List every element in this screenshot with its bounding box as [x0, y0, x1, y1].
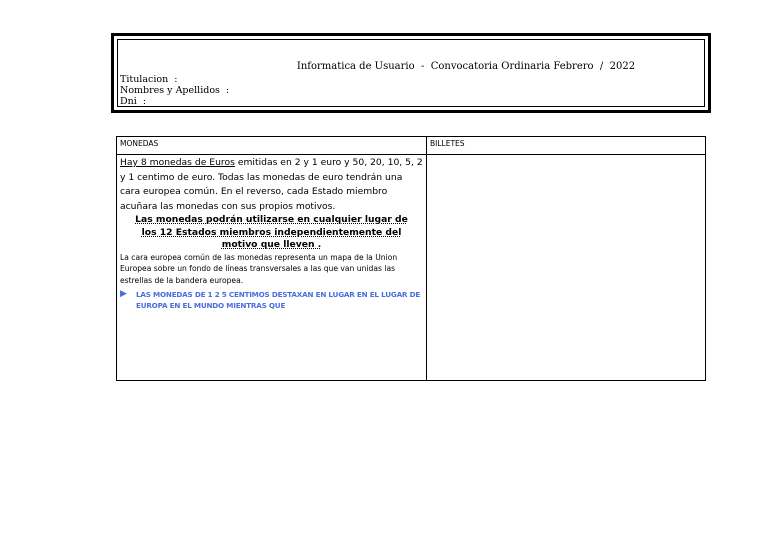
right-triangle-icon: ▶ — [120, 289, 127, 299]
col-header-monedas: MONEDAS — [117, 137, 427, 155]
small-paragraph: La cara europea común de las monedas representa un mapa de la Union Europea sobre un fondo de líneas transversales a las que van unidas las estrellas de la bandera europea. — [120, 252, 398, 285]
header-inner-border — [117, 39, 705, 107]
blue-caps-text: LAS MONEDAS DE 1 2 5 CENTIMOS DESTAXAN EN LUGAR EN EL LUGAR DE EUROPA EN EL MUNDO MIENTRAS QUE — [136, 290, 421, 310]
nombres-label: Nombres y Apellidos : — [120, 85, 230, 96]
titulacion-label: Titulacion : — [120, 74, 178, 85]
paragraph-text: emitidas en 2 y 1 euro y 50, 20, 10, 5, 2 y 1 centimo de euro. Todas las monedas de euro tendrán una cara europea común. En el reverso, cada Estado miembro acuñara las monedas con sus propios motivos. — [120, 157, 423, 212]
billetes-cell — [427, 155, 706, 381]
monedas-cell — [117, 155, 427, 381]
content-table — [116, 136, 706, 381]
dni-label: Dni : — [120, 96, 147, 107]
underlined-text: Hay 8 monedas de Euros — [120, 157, 235, 168]
exam-header — [111, 33, 711, 113]
monedas-paragraph — [120, 156, 423, 214]
blue-bullet-item — [120, 289, 423, 311]
exam-title: Informatica de Usuario - Convocatoria Ordinaria Febrero / 2022 — [296, 61, 636, 72]
bold-dotted-text: Las monedas podrán utilizarse en cualquier lugar de los 12 Estados miembros independientemente del motivo que lleven . — [135, 214, 408, 250]
col-header-billetes: BILLETES — [427, 137, 706, 155]
